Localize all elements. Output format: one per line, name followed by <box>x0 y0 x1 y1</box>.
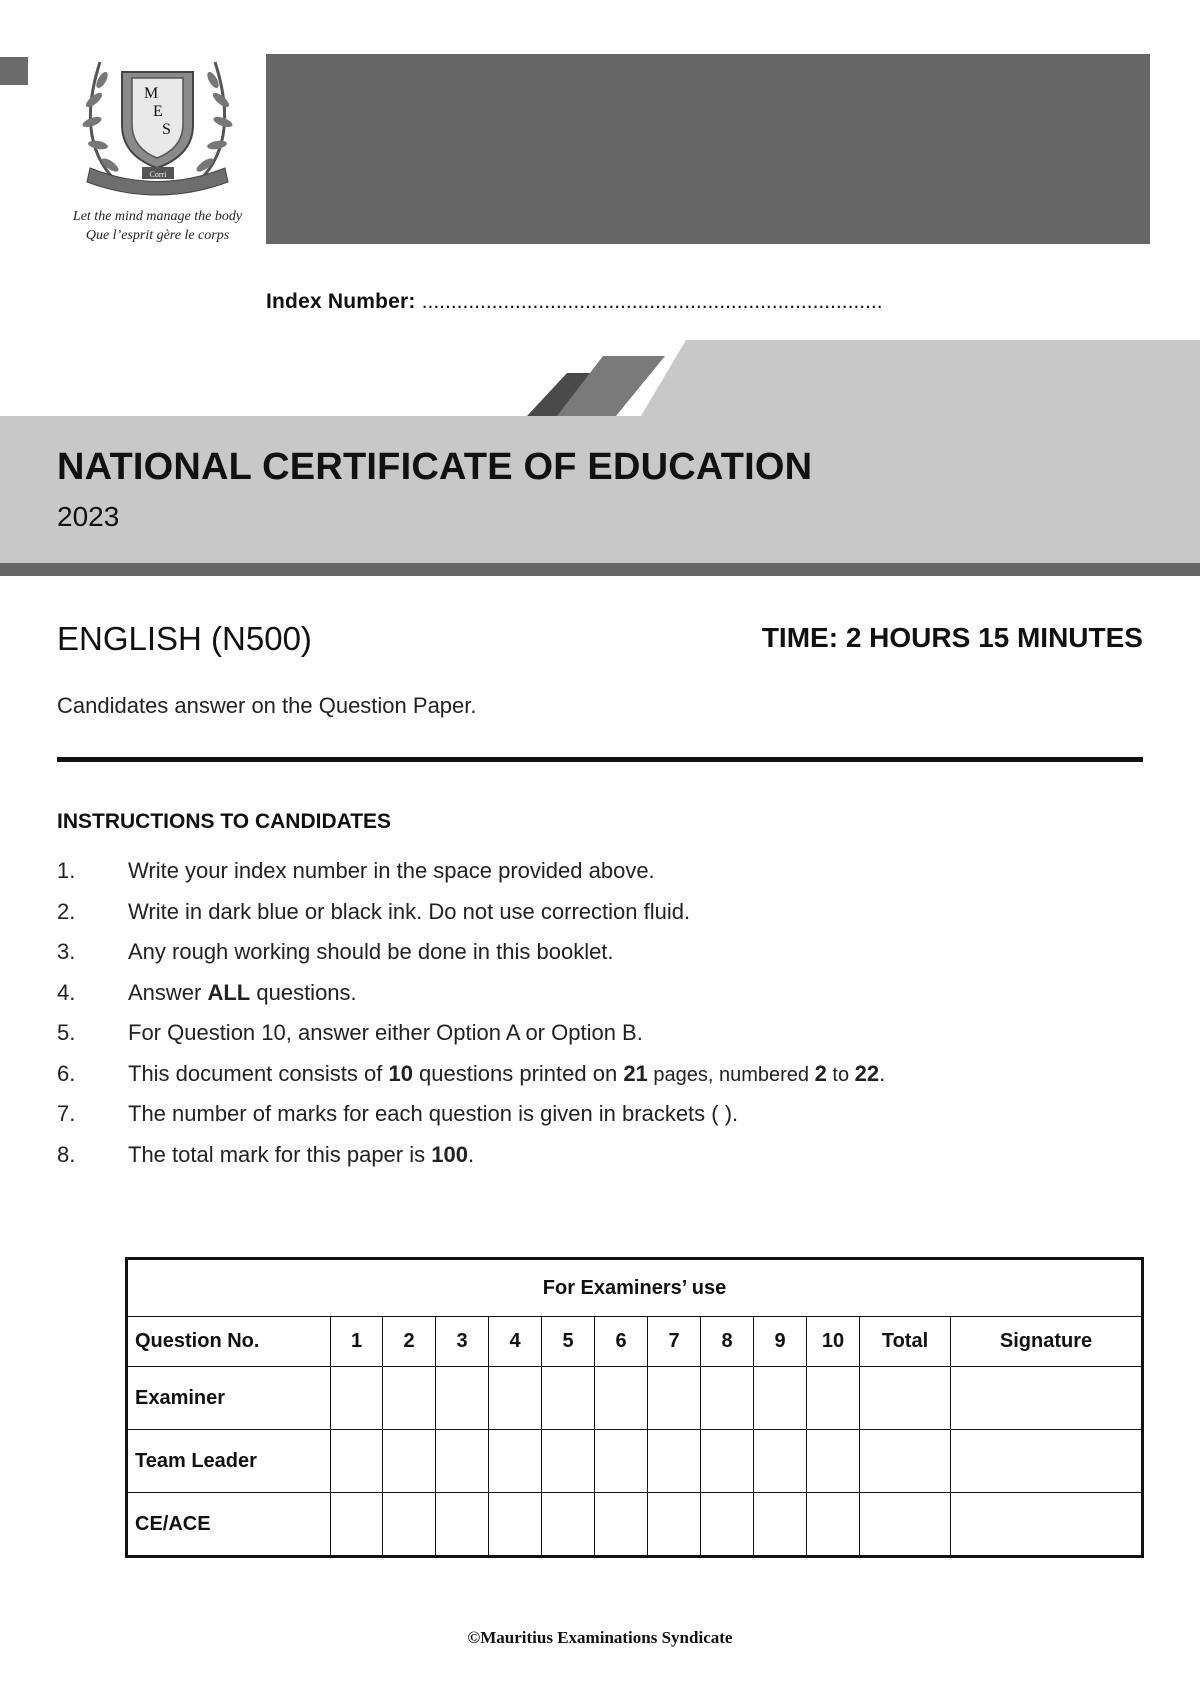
total-cell[interactable] <box>860 1430 951 1493</box>
mark-cell[interactable] <box>383 1493 436 1557</box>
column-header: 10 <box>807 1317 860 1367</box>
column-header: 2 <box>383 1317 436 1367</box>
signature-cell[interactable] <box>951 1430 1143 1493</box>
column-header: 9 <box>754 1317 807 1367</box>
mark-cell[interactable] <box>331 1367 383 1430</box>
total-cell[interactable] <box>860 1367 951 1430</box>
column-header: 8 <box>701 1317 754 1367</box>
mark-cell[interactable] <box>489 1367 542 1430</box>
mark-cell[interactable] <box>383 1367 436 1430</box>
logo-letter-e: E <box>153 103 163 120</box>
crest-icon <box>60 50 255 200</box>
instruction-item: 4. Answer ALL questions. <box>57 979 357 1005</box>
instruction-item: 3. Any rough working should be done in this booklet. <box>57 939 614 964</box>
mark-cell[interactable] <box>595 1367 648 1430</box>
instructions-list <box>57 858 1143 1182</box>
mark-cell[interactable] <box>701 1493 754 1557</box>
column-header: 4 <box>489 1317 542 1367</box>
mark-cell[interactable] <box>807 1367 860 1430</box>
logo-letter-m: M <box>144 85 159 102</box>
mark-cell[interactable] <box>383 1430 436 1493</box>
header-band <box>266 54 1150 244</box>
instruction-item: 6. This document consists of 10 questions printed on 21 pages, numbered 2 to 22. <box>57 1060 886 1086</box>
index-number-dots: ............................................................................... <box>421 290 883 313</box>
row-label: Examiner <box>127 1367 331 1430</box>
mark-cell[interactable] <box>489 1493 542 1557</box>
index-number-line[interactable] <box>266 290 883 314</box>
certificate-title: NATIONAL CERTIFICATE OF EDUCATION <box>57 446 813 488</box>
mark-cell[interactable] <box>754 1493 807 1557</box>
total-cell[interactable] <box>860 1493 951 1557</box>
table-header-row <box>127 1317 1143 1367</box>
signature-cell[interactable] <box>951 1493 1143 1557</box>
signature-cell[interactable] <box>951 1367 1143 1430</box>
time-allowed: TIME: 2 HOURS 15 MINUTES <box>761 622 1143 653</box>
mark-cell[interactable] <box>542 1430 595 1493</box>
mark-cell[interactable] <box>542 1493 595 1557</box>
table-row <box>127 1367 1143 1430</box>
mark-cell[interactable] <box>436 1493 489 1557</box>
examiners-use-table <box>125 1257 1144 1558</box>
instruction-item: 7. The number of marks for each question is given in brackets ( ). <box>57 1101 739 1126</box>
row-label: CE/ACE <box>127 1493 331 1557</box>
answer-note: Candidates answer on the Question Paper. <box>57 693 477 718</box>
column-header: Total <box>860 1317 951 1367</box>
row-label: Team Leader <box>127 1430 331 1493</box>
instructions-heading: INSTRUCTIONS TO CANDIDATES <box>57 810 392 833</box>
instruction-item: 1. Write your index number in the space provided above. <box>57 858 655 883</box>
mark-cell[interactable] <box>807 1493 860 1557</box>
subject-name: ENGLISH (N500) <box>57 620 312 657</box>
mark-cell[interactable] <box>754 1430 807 1493</box>
mark-cell[interactable] <box>701 1367 754 1430</box>
mark-cell[interactable] <box>595 1430 648 1493</box>
mark-cell[interactable] <box>648 1367 701 1430</box>
column-header: 5 <box>542 1317 595 1367</box>
motto-french: Que l’esprit gère le corps <box>85 228 230 243</box>
logo-ribbon-text: Corri <box>149 170 167 179</box>
copyright-footer: ©Mauritius Examinations Syndicate <box>467 1628 733 1647</box>
column-header: 7 <box>648 1317 701 1367</box>
mark-cell[interactable] <box>648 1430 701 1493</box>
school-logo <box>60 50 255 250</box>
mark-cell[interactable] <box>489 1430 542 1493</box>
mark-cell[interactable] <box>595 1493 648 1557</box>
table-row <box>127 1493 1143 1557</box>
mark-cell[interactable] <box>436 1430 489 1493</box>
instruction-item: 8. The total mark for this paper is 100. <box>57 1141 475 1167</box>
column-header: 6 <box>595 1317 648 1367</box>
index-number-label: Index Number: <box>266 290 416 313</box>
table-row <box>127 1430 1143 1493</box>
mark-cell[interactable] <box>542 1367 595 1430</box>
column-header: 3 <box>436 1317 489 1367</box>
certificate-year: 2023 <box>57 501 120 532</box>
logo-letter-s: S <box>162 121 171 138</box>
instruction-item: 2. Write in dark blue or black ink. Do not use correction fluid. <box>57 898 691 924</box>
corner-mark <box>0 57 28 85</box>
mark-cell[interactable] <box>807 1430 860 1493</box>
mark-cell[interactable] <box>701 1430 754 1493</box>
section-divider <box>57 757 1143 762</box>
mark-cell[interactable] <box>754 1367 807 1430</box>
column-header: 1 <box>331 1317 383 1367</box>
mark-cell[interactable] <box>331 1430 383 1493</box>
mark-cell[interactable] <box>648 1493 701 1557</box>
mark-cell[interactable] <box>331 1493 383 1557</box>
motto-english: Let the mind manage the body <box>72 209 243 224</box>
question-no-label: Question No. <box>127 1317 331 1367</box>
column-header: Signature <box>951 1317 1143 1367</box>
instruction-item: 5. For Question 10, answer either Option A or Option B. <box>57 1020 643 1045</box>
mark-cell[interactable] <box>436 1367 489 1430</box>
table-caption: For Examiners’ use <box>127 1259 1143 1317</box>
